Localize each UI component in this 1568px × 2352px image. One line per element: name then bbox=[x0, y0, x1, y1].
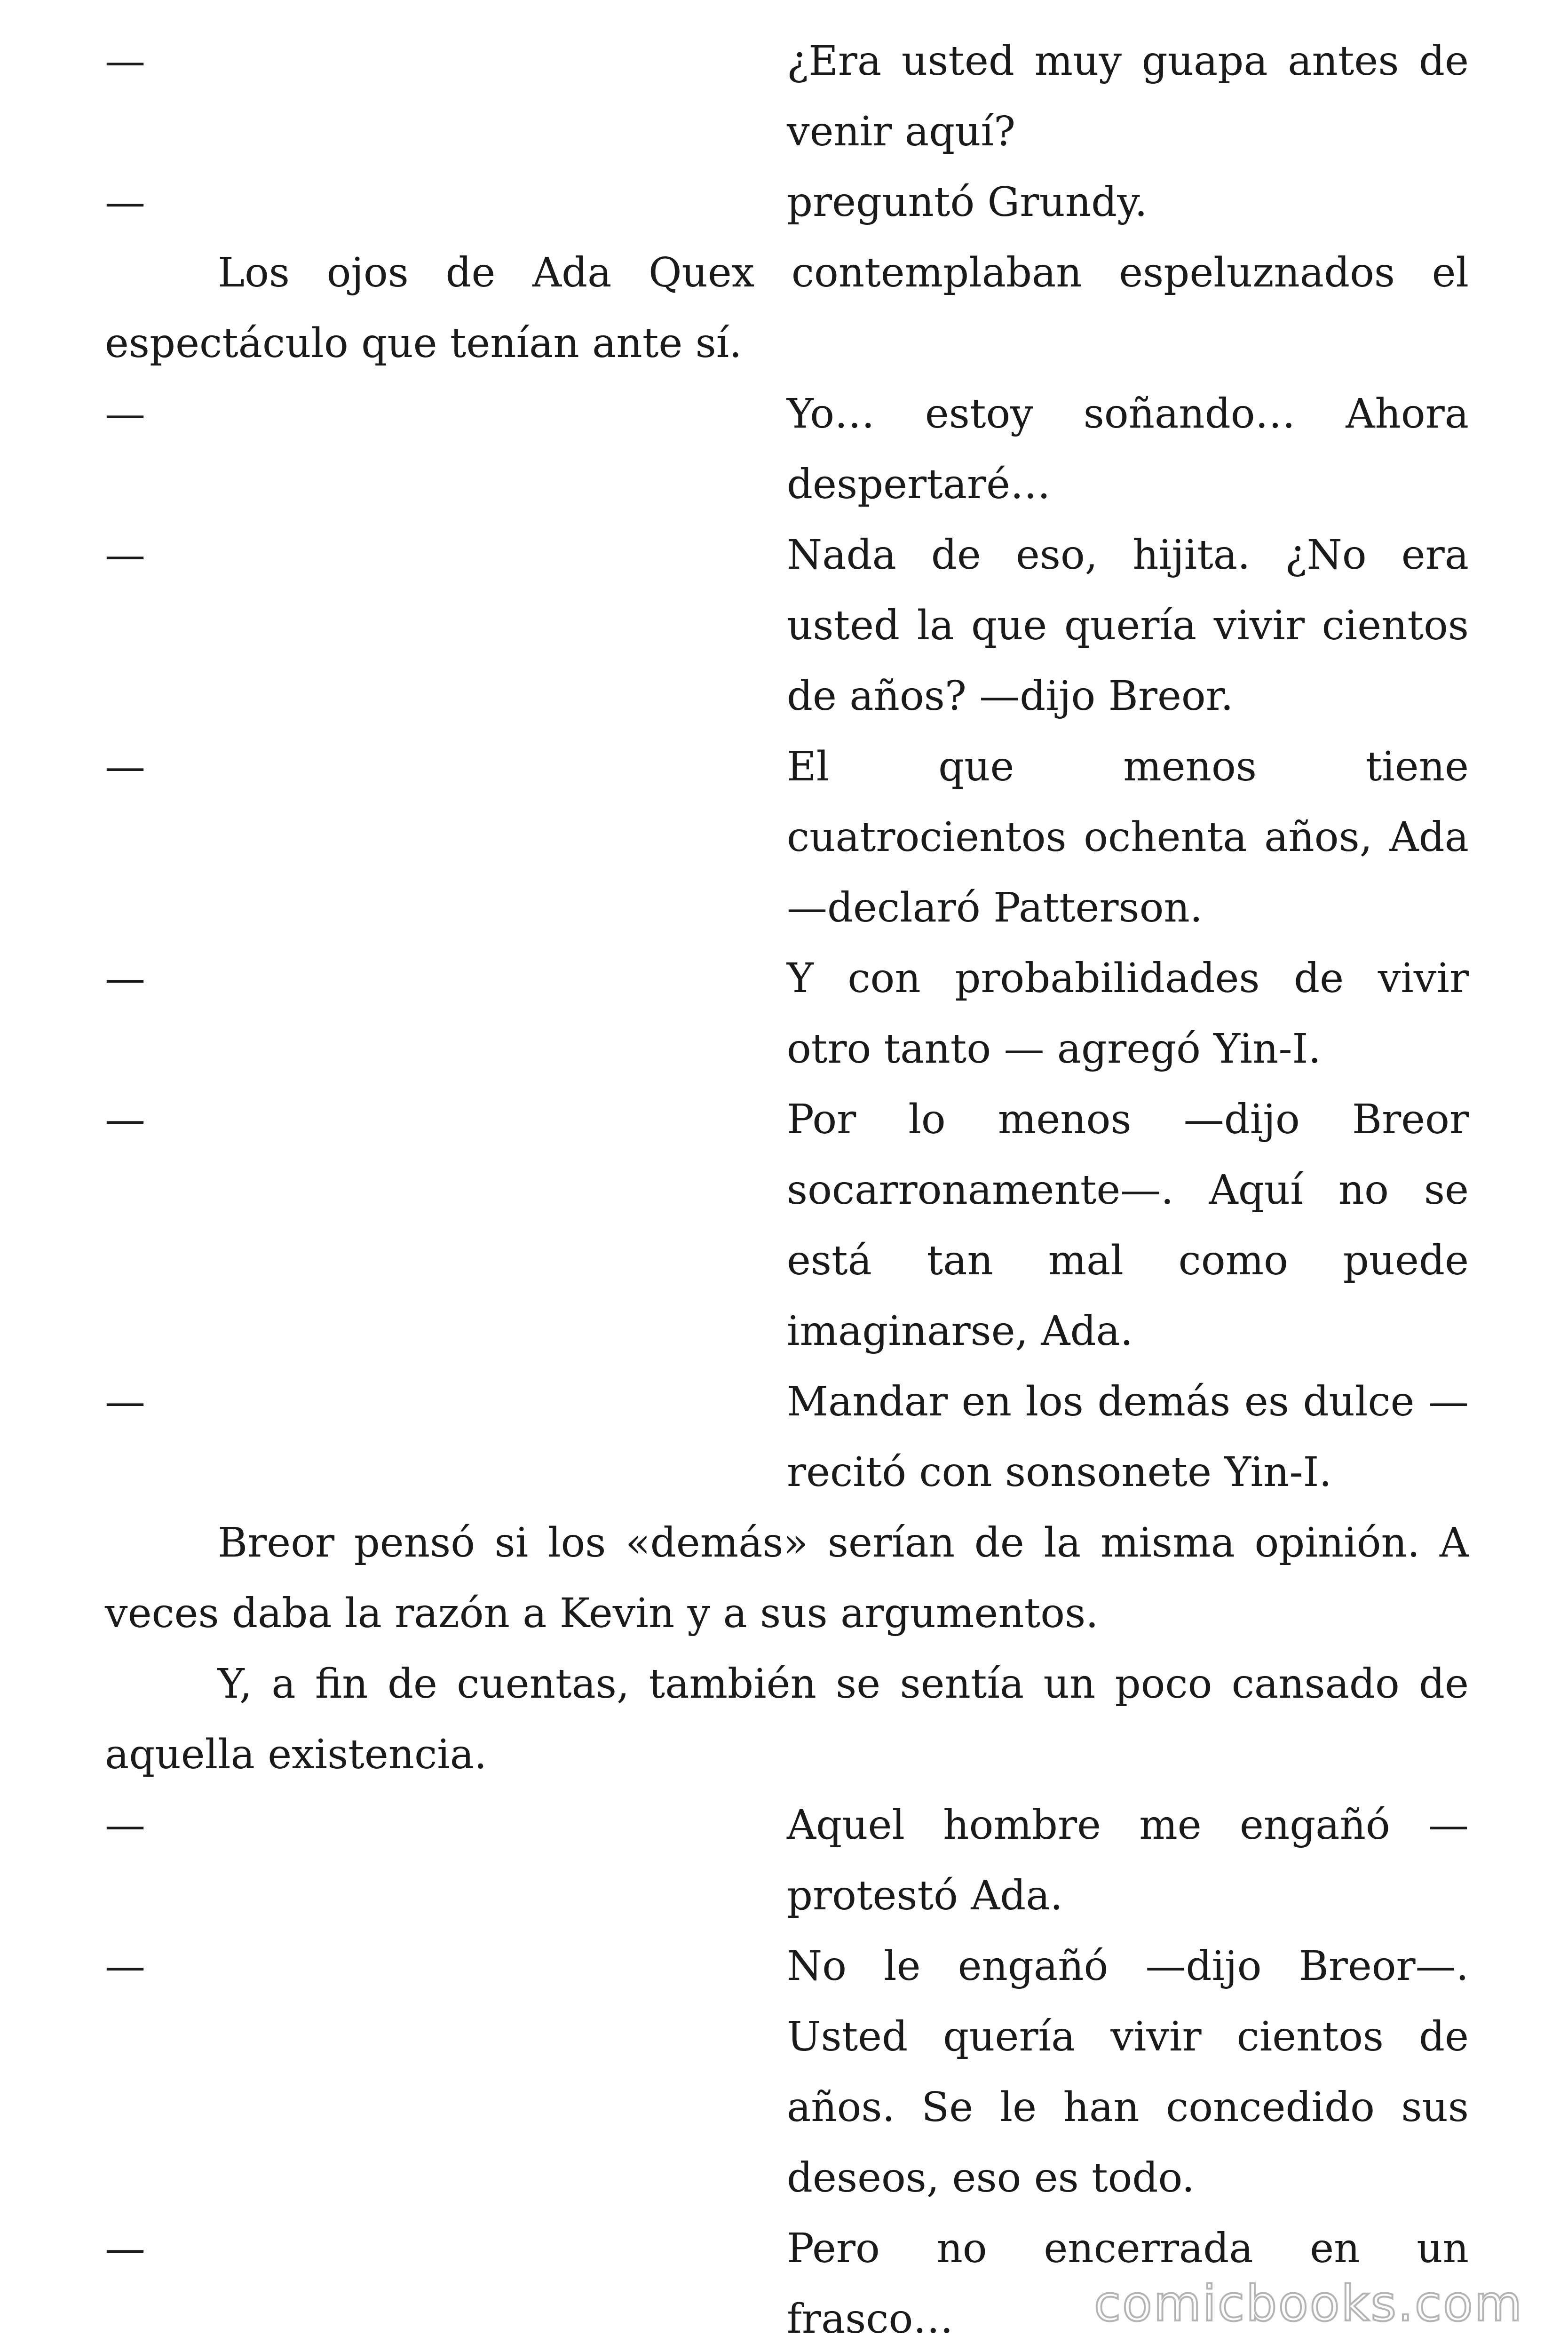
dialog-line bbox=[105, 1931, 1469, 2213]
dialog-text: Y con probabilidades de vivir otro tanto — agregó Yin-I. bbox=[787, 955, 1469, 1073]
document-page bbox=[105, 26, 1469, 2352]
dialog-text: Pero no encerrada en un frasco… bbox=[787, 2225, 1469, 2343]
narration-paragraph: Breor pensó si los «demás» serían de la misma opinión. A veces daba la razón a Kevin y a sus argumentos. bbox=[105, 1519, 1469, 1637]
dialog-dash: — bbox=[105, 1943, 145, 1990]
dialog-text: El que menos tiene cuatrocientos ochenta años, Ada —declaró Patterson. bbox=[787, 743, 1469, 931]
dialog-dash: — bbox=[105, 1096, 145, 1143]
dialog-dash: — bbox=[105, 390, 145, 437]
dialog-dash: — bbox=[105, 743, 145, 790]
dialog-text: Yo… estoy soñando… Ahora despertaré… bbox=[787, 390, 1469, 508]
dialog-text: Aquel hombre me engañó — protestó Ada. bbox=[787, 1802, 1469, 1919]
dialog-dash: — bbox=[105, 2225, 145, 2272]
dialog-dash: — bbox=[105, 955, 145, 1002]
dialog-text: ¿Era usted muy guapa antes de venir aquí? bbox=[787, 38, 1469, 155]
dialog-line bbox=[105, 731, 1469, 943]
dialog-text: Mandar en los demás es dulce — recitó con sonsonete Yin-I. bbox=[787, 1378, 1469, 1496]
dialog-dash: — bbox=[105, 532, 145, 579]
dialog-line bbox=[105, 379, 1469, 520]
dialog-dash: — bbox=[105, 38, 145, 85]
dialog-line bbox=[105, 1084, 1469, 1367]
dialog-dash: — bbox=[105, 1802, 145, 1849]
dialog-line bbox=[105, 520, 1469, 731]
dialog-line bbox=[105, 26, 1469, 167]
narration-paragraph: Los ojos de Ada Quex contemplaban espeluznados el espectáculo que tenían ante sí. bbox=[105, 249, 1469, 367]
dialog-dash: — bbox=[105, 179, 145, 226]
dialog-line bbox=[105, 1790, 1469, 1931]
dialog-text: Nada de eso, hijita. ¿No era usted la que quería vivir cientos de años? —dijo Breor. bbox=[787, 532, 1469, 720]
dialog-text: Por lo menos —dijo Breor socarronamente—. Aquí no se está tan mal como puede imaginarse, Ada. bbox=[787, 1096, 1469, 1355]
narration-paragraph: Y, a fin de cuentas, también se sentía un poco cansado de aquella existencia. bbox=[105, 1661, 1469, 1778]
dialog-line bbox=[105, 1367, 1469, 1508]
dialog-dash: — bbox=[105, 1378, 145, 1425]
dialog-text: No le engañó —dijo Breor—. Usted quería vivir cientos de años. Se le han concedido sus deseos, eso es todo. bbox=[787, 1943, 1469, 2201]
watermark: comicbooks.com bbox=[1093, 2275, 1523, 2332]
dialog-text: preguntó Grundy. bbox=[787, 179, 1148, 226]
dialog-line bbox=[105, 167, 1469, 238]
dialog-line bbox=[105, 943, 1469, 1084]
